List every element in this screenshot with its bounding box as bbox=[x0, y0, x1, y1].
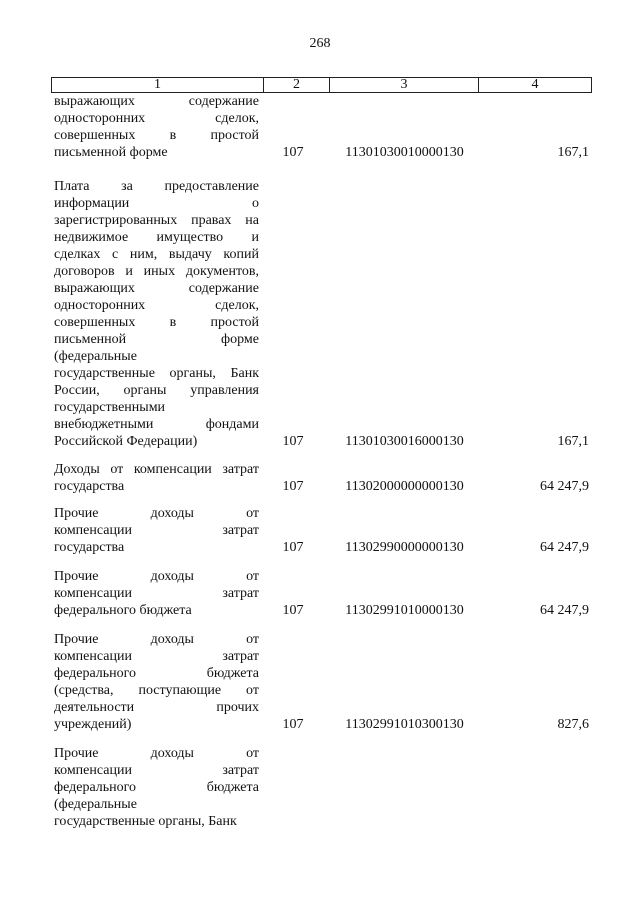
description-line: письменной форме bbox=[54, 145, 168, 160]
description-line: выражающих содержание bbox=[54, 94, 259, 109]
table-row bbox=[54, 461, 592, 495]
description-line: Доходы от компенсации затрат bbox=[54, 462, 259, 477]
description-line: внебюджетными фондами bbox=[54, 417, 259, 432]
row-kbk: 11301030010000130 bbox=[345, 145, 464, 160]
row-description bbox=[54, 93, 259, 161]
description-line: государственными bbox=[54, 400, 166, 415]
row-amount: 167,1 bbox=[557, 145, 589, 160]
row-kbk: 11302990000000130 bbox=[345, 540, 464, 555]
row-kbk: 11301030016000130 bbox=[345, 434, 464, 449]
description-line: государственные органы, Банк bbox=[54, 814, 237, 829]
description-line: компенсации затрат bbox=[54, 649, 259, 664]
row-code: 107 bbox=[282, 717, 304, 732]
description-line: компенсации затрат bbox=[54, 523, 259, 538]
description-line: Плата за предоставление bbox=[54, 179, 259, 194]
description-line: федерального бюджета bbox=[54, 666, 259, 681]
table-row bbox=[54, 93, 592, 161]
row-description bbox=[54, 178, 259, 450]
description-line: (федеральные bbox=[54, 349, 137, 364]
description-line: Российской Федерации) bbox=[54, 434, 198, 449]
description-line: компенсации затрат bbox=[54, 586, 259, 601]
description-line: компенсации затрат bbox=[54, 763, 259, 778]
description-line: односторонних сделок, bbox=[54, 111, 259, 126]
description-line: недвижимое имущество и bbox=[54, 230, 259, 245]
description-line: Прочие доходы от bbox=[54, 632, 259, 647]
description-line: федерального бюджета bbox=[54, 603, 192, 618]
table-row bbox=[54, 568, 592, 619]
description-line: государственные органы, Банк bbox=[54, 366, 259, 381]
table-header bbox=[51, 77, 592, 93]
description-line: Прочие доходы от bbox=[54, 746, 259, 761]
row-kbk: 11302991010300130 bbox=[345, 717, 464, 732]
description-line: (федеральные bbox=[54, 797, 137, 812]
row-kbk: 11302991010000130 bbox=[345, 603, 464, 618]
row-description bbox=[54, 505, 259, 556]
row-description bbox=[54, 745, 259, 830]
header-col-3: 3 bbox=[330, 78, 479, 92]
row-description bbox=[54, 568, 259, 619]
description-line: (средства, поступающие от bbox=[54, 683, 259, 698]
description-line: государства bbox=[54, 540, 125, 555]
description-line: совершенных в простой bbox=[54, 315, 259, 330]
description-line: учреждений) bbox=[54, 717, 132, 732]
description-line: односторонних сделок, bbox=[54, 298, 259, 313]
table-row bbox=[54, 631, 592, 733]
description-line: Прочие доходы от bbox=[54, 569, 259, 584]
description-line: зарегистрированных правах на bbox=[54, 213, 259, 228]
description-line: информации о bbox=[54, 196, 259, 211]
description-line: деятельности прочих bbox=[54, 700, 259, 715]
row-code: 107 bbox=[282, 479, 304, 494]
table-row bbox=[54, 178, 592, 450]
row-amount: 167,1 bbox=[557, 434, 589, 449]
table-row bbox=[54, 505, 592, 556]
row-code: 107 bbox=[282, 603, 304, 618]
header-col-1: 1 bbox=[52, 78, 264, 92]
row-amount: 64 247,9 bbox=[540, 603, 589, 618]
table-body bbox=[54, 93, 592, 830]
description-line: совершенных в простой bbox=[54, 128, 259, 143]
header-col-4: 4 bbox=[531, 77, 539, 92]
description-line: письменной форме bbox=[54, 332, 259, 347]
table-row bbox=[54, 745, 592, 830]
row-amount: 64 247,9 bbox=[540, 479, 589, 494]
description-line: федерального бюджета bbox=[54, 780, 259, 795]
description-line: выражающих содержание bbox=[54, 281, 259, 296]
row-code: 107 bbox=[282, 145, 304, 160]
description-line: государства bbox=[54, 479, 125, 494]
description-line: сделках с ним, выдачу копий bbox=[54, 247, 259, 262]
row-amount: 827,6 bbox=[557, 717, 589, 732]
row-description bbox=[54, 461, 259, 495]
row-description bbox=[54, 631, 259, 733]
row-code: 107 bbox=[282, 434, 304, 449]
page-number: 268 bbox=[309, 36, 331, 51]
description-line: России, органы управления bbox=[54, 383, 259, 398]
row-kbk: 11302000000000130 bbox=[345, 479, 464, 494]
description-line: договоров и иных документов, bbox=[54, 264, 259, 279]
header-col-2: 2 bbox=[264, 78, 330, 92]
description-line: Прочие доходы от bbox=[54, 506, 259, 521]
row-amount: 64 247,9 bbox=[540, 540, 589, 555]
row-code: 107 bbox=[282, 540, 304, 555]
